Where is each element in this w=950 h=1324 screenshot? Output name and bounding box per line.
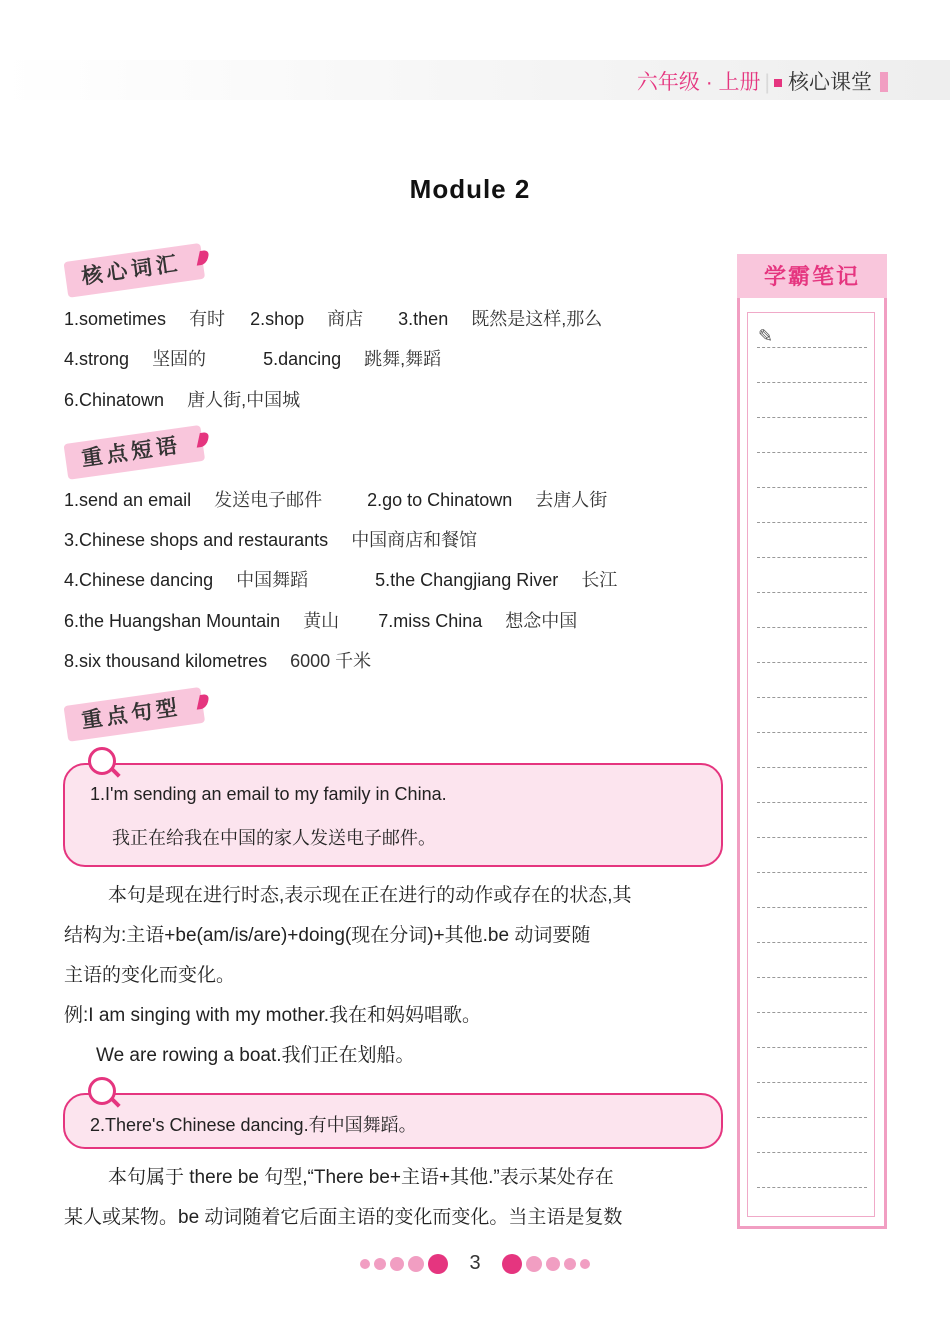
- phrase-en: 2.go to Chinatown: [367, 490, 513, 510]
- explanation-line: 某人或某物。be 动词随着它后面主语的变化而变化。当主语是复数: [64, 1207, 623, 1228]
- sentence-2: 2.There's Chinese dancing.有中国舞蹈。: [90, 1115, 417, 1135]
- header-separator: |: [764, 71, 770, 94]
- note-line: [757, 697, 867, 698]
- sentence-1-en: 1.I'm sending an email to my family in China.: [90, 784, 447, 804]
- page-number: 3: [469, 1252, 481, 1274]
- vocab-en: 2.shop: [250, 309, 305, 329]
- note-line: [757, 872, 867, 873]
- phrase-en: 8.six thousand kilometres: [64, 651, 268, 671]
- note-line: [757, 627, 867, 628]
- explanation-2: [64, 1158, 724, 1238]
- phrase-en: 5.the Changjiang River: [375, 570, 559, 590]
- phrase-cn: 去唐人街: [535, 490, 608, 510]
- vocab-en: 6.Chinatown: [64, 390, 165, 410]
- note-line: [757, 1012, 867, 1013]
- dot-icon: [502, 1254, 522, 1274]
- vocab-cn: 坚固的: [152, 349, 207, 369]
- note-line: [757, 732, 867, 733]
- phrase-cn: 黄山: [303, 611, 340, 631]
- page-footer: [0, 1252, 950, 1275]
- note-line: [757, 1187, 867, 1188]
- dot-icon: [374, 1258, 386, 1270]
- phrase-cn: 长江: [581, 570, 618, 590]
- note-line: [757, 487, 867, 488]
- dot-icon: [580, 1259, 590, 1269]
- phrase-en: 6.the Huangshan Mountain: [64, 611, 281, 631]
- dot-icon: [564, 1258, 576, 1270]
- vocab-heading: 核心词汇: [63, 243, 205, 298]
- magnifier-icon: [88, 747, 116, 775]
- sentence-box-1: [63, 763, 723, 867]
- phrase-row-1: [64, 486, 607, 512]
- vocab-cn: 有时: [189, 309, 226, 329]
- dot-icon: [546, 1257, 560, 1271]
- note-line: [757, 1082, 867, 1083]
- dot-icon: [360, 1259, 370, 1269]
- dot-icon: [390, 1257, 404, 1271]
- phrase-cn: 6000 千米: [290, 651, 372, 671]
- phrase-en: 3.Chinese shops and restaurants: [64, 530, 329, 550]
- note-line: [757, 382, 867, 383]
- note-line: [757, 347, 867, 348]
- phrases-heading: 重点短语: [63, 425, 205, 480]
- vocab-row-1: [64, 305, 602, 331]
- vocab-en: 3.then: [398, 309, 449, 329]
- grade-label: 六年级 · 上册: [636, 71, 761, 94]
- dot-icon: [526, 1256, 542, 1272]
- phrase-cn: 中国商店和餐馆: [351, 530, 478, 550]
- vocab-row-3: [64, 386, 300, 412]
- phrase-row-4: [64, 607, 577, 633]
- note-line: [757, 662, 867, 663]
- dot-icon: [428, 1254, 448, 1274]
- vocab-en: 4.strong: [64, 349, 130, 369]
- note-line: [757, 522, 867, 523]
- phrase-en: 4.Chinese dancing: [64, 570, 214, 590]
- note-line: [757, 837, 867, 838]
- sentences-heading: 重点句型: [63, 687, 205, 742]
- page-header: [637, 66, 888, 96]
- vocab-en: 1.sometimes: [64, 309, 167, 329]
- note-line: [757, 977, 867, 978]
- square-bullet-icon: [774, 79, 782, 87]
- note-line: [757, 557, 867, 558]
- note-line: [757, 592, 867, 593]
- explanation-line: 结构为:主语+be(am/is/are)+doing(现在分词)+其他.be 动词要随: [64, 925, 591, 946]
- explanation-line: 本句是现在进行时态,表示现在正在进行的动作或存在的状态,其: [108, 885, 632, 906]
- vocab-cn: 既然是这样,那么: [471, 309, 603, 329]
- notes-title: 学霸笔记: [763, 264, 860, 289]
- phrase-en: 1.send an email: [64, 490, 192, 510]
- phrase-cn: 中国舞蹈: [236, 570, 309, 590]
- phrase-row-2: [64, 526, 477, 552]
- vocab-cn: 唐人街,中国城: [187, 390, 301, 410]
- example-2: We are rowing a boat.我们正在划船。: [96, 1045, 415, 1066]
- note-line: [757, 802, 867, 803]
- note-line: [757, 1047, 867, 1048]
- explanation-1: [64, 876, 724, 1076]
- pencil-icon: ✎: [758, 326, 774, 346]
- note-line: [757, 452, 867, 453]
- phrase-row-5: [64, 647, 371, 673]
- note-line: [757, 942, 867, 943]
- page-title: Module 2: [409, 174, 531, 204]
- header-tab-icon: [880, 72, 888, 92]
- example-1: 例:I am singing with my mother.我在和妈妈唱歌。: [64, 1005, 482, 1026]
- vocab-cn: 商店: [327, 309, 364, 329]
- note-line: [757, 767, 867, 768]
- explanation-line: 本句属于 there be 句型,“There be+主语+其他.”表示某处存在: [108, 1167, 614, 1188]
- magnifier-icon: [88, 1077, 116, 1105]
- note-line: [757, 1117, 867, 1118]
- phrase-cn: 想念中国: [505, 611, 578, 631]
- phrase-row-3: [64, 566, 617, 592]
- vocab-row-2: [64, 345, 441, 371]
- explanation-line: 主语的变化而变化。: [64, 965, 236, 986]
- note-line: [757, 417, 867, 418]
- note-line: [757, 1152, 867, 1153]
- section-label: 核心课堂: [788, 71, 872, 94]
- vocab-cn: 跳舞,舞蹈: [364, 349, 442, 369]
- vocab-en: 5.dancing: [263, 349, 342, 369]
- sentence-1-cn: 我正在给我在中国的家人发送电子邮件。: [112, 828, 436, 848]
- phrase-cn: 发送电子邮件: [214, 490, 323, 510]
- note-line: [757, 907, 867, 908]
- dot-icon: [408, 1256, 424, 1272]
- phrase-en: 7.miss China: [378, 611, 483, 631]
